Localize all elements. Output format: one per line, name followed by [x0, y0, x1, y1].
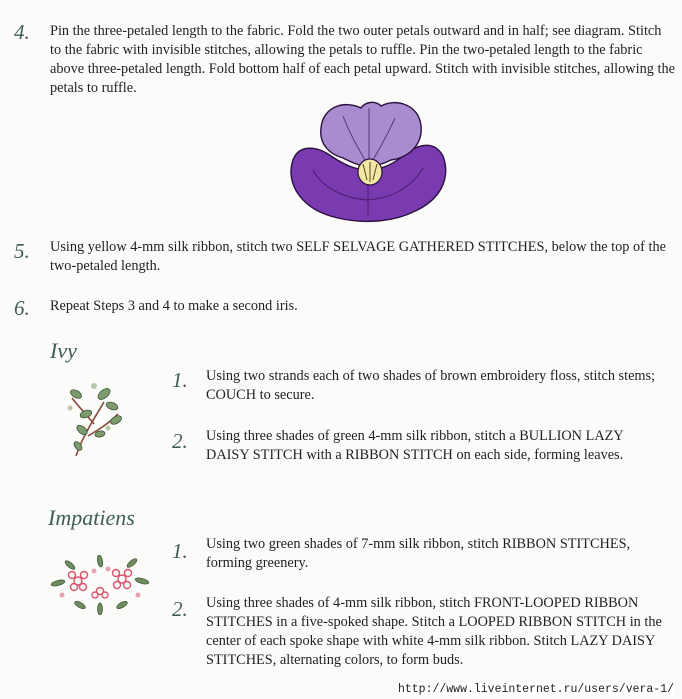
impatiens-step-2-text: Using three shades of 4-mm silk ribbon, stitch FRONT-LOOPED RIBBON STITCHES in a five-spoked shape. Stitch a LOOPED RIBBON STITCH in the center of each spoke shape with white 4-mm silk ribbon. Stitch LAZY DAISY STITCHES, alternating colors, to form buds. — [206, 595, 662, 668]
impatiens-step-1-text: Using two green shades of 7-mm silk ribbon, stitch RIBBON STITCHES, forming greenery. — [206, 536, 631, 571]
ivy-step-2-number: 2. — [172, 429, 188, 453]
step-4-number: 4. — [14, 20, 30, 44]
iris-illustration — [283, 98, 453, 228]
watermark-url: http://www.liveinternet.ru/users/vera-1/ — [397, 683, 674, 696]
step-4-text: Pin the three-petaled length to the fabric. Fold the two outer petals outward and in half; see diagram. Stitch to the fabric with invisible stitches, allowing the petals to ruffle. Pin the two-petaled length to the fabric above three-petaled length. Fold bottom half of each petal upward. Stitch with invisible stitches, allowing the petals to ruffle. — [50, 23, 675, 96]
ivy-step-2-text: Using three shades of green 4-mm silk ribbon, stitch a BULLION LAZY DAISY STITCH with a RIBBON STITCH on each side, forming leaves. — [206, 428, 624, 463]
impatiens-step-1-number: 1. — [172, 539, 188, 563]
step-6-text: Repeat Steps 3 and 4 to make a second iris. — [50, 298, 298, 314]
impatiens-step-2-number: 2. — [172, 597, 188, 621]
step-6-number: 6. — [14, 296, 30, 320]
ivy-step-1-number: 1. — [172, 368, 188, 392]
ivy-step-1-text: Using two strands each of two shades of brown embroidery floss, stitch stems; COUCH to secure. — [206, 368, 656, 403]
impatiens-illustration — [50, 555, 150, 615]
impatiens-heading: Impatiens — [48, 505, 135, 530]
step-5-number: 5. — [14, 239, 30, 263]
ivy-illustration — [64, 372, 124, 462]
ivy-heading: Ivy — [50, 338, 77, 363]
step-5-text: Using yellow 4-mm silk ribbon, stitch two SELF SELVAGE GATHERED STITCHES, below the top of the two-petaled length. — [50, 239, 666, 274]
